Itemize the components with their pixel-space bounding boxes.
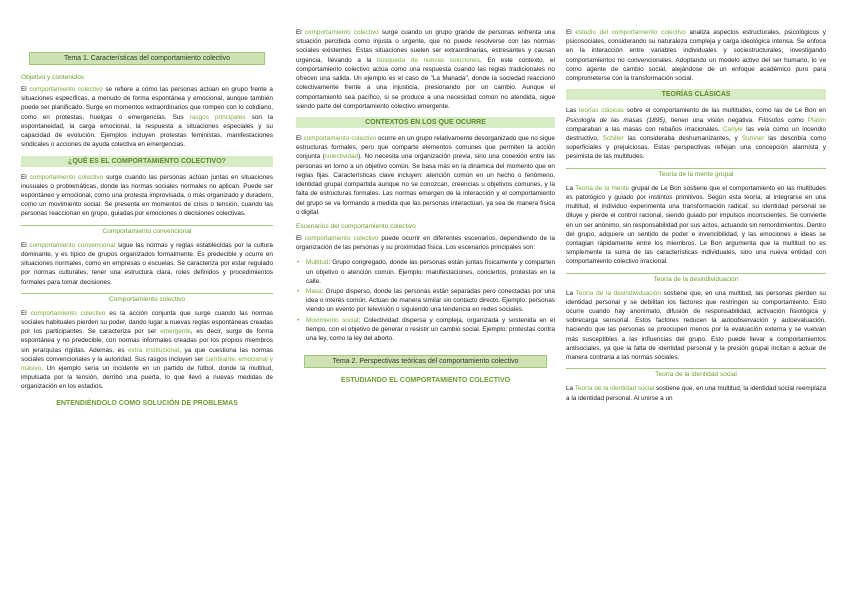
- colectivo-heading: Comportamiento colectivo: [21, 293, 273, 303]
- desindividuacion-heading: Teoría de la desindividuación: [566, 273, 826, 283]
- teorias-clasicas-heading: TEORÍAS CLÁSICAS: [566, 89, 826, 100]
- tema-2-heading: Tema 2. Perspectivas teóricas del comportamiento colectivo: [304, 355, 547, 368]
- estudiando-heading: ESTUDIANDO EL COMPORTAMIENTO COLECTIVO: [340, 377, 511, 385]
- escenarios-heading: Escenarios del comportamiento colectivo: [296, 222, 416, 230]
- contextos-heading: CONTEXTOS EN LOS QUE OCURRE: [296, 117, 555, 128]
- paragraph: El estudio del comportamiento colectivo analiza aspectos estructurales, psicológicos y psicosociales, considerando su naturaleza compleja y carga ideológica intensa. Se enfoca en la interacción entre variables individuales y sociestructurales, investigando comportamientos no convencionales. Adoptando un modelo activo del ser humano, lo ve como agente de cambio social, alejándose de un enfoque académico puro para comprometerse con la transformación social.: [566, 29, 827, 83]
- paragraph: El comportamiento convencional sigue las normas y reglas establecidas por la cultura dominante, y es típico de grupos organizados formalmente. Es predecible y ocurre en situaciones normales, como en empresas o escuelas. Se caracteriza por estar regulado por normas culturales, tener una estructura clara, roles definidos y procedimientos formales para tomar decisiones.: [21, 241, 273, 286]
- column-3: [566, 28, 826, 409]
- bullet-icon: •: [297, 259, 300, 267]
- objetivo-heading: Objetivo y contenidos: [21, 74, 85, 81]
- column-1: [21, 52, 273, 413]
- list-item: • Movimiento social: Colectividad dispersa y compleja, organizada y sostenida en el tiempo, con el objetivo de generar o resistir un cambio social. Ejemplo: protestas contra una ley, como la ley del aborto.: [297, 316, 555, 343]
- paragraph: El comportamiento colectivo es la acción conjunta que surge cuando las normas sociales habituales pierden su poder, dando lugar a nuevas reglas espontáneas creadas por los participantes. Se caracteriza por ser emergente, es decir, surge de forma espontánea y no predecible, con normas informales creadas por los propios miembros sin jerarquías rígidas. Además, es extra institucional, ya que cuestiona las normas sociales convencionales y la autoridad. Sus rasgos incluyen ser cambiante, emocional y masivo. Un ejemplo sería un incidente en un partido de fútbol, donde la multitud, impulsada por la tensión, derribó una puerta, lo que llevó a nuevas medidas de organización en los estadios.: [21, 309, 274, 391]
- column-2: [296, 28, 555, 390]
- list-item: • Multitud: Grupo congregado, donde las personas están juntas físicamente y comparten un objetivo o atención común. Ejemplo: manifestaciones, conciertos, protestas en la calle.: [297, 259, 555, 285]
- convencional-heading: Comportamiento convencional: [21, 225, 273, 235]
- paragraph: El comportamiento colectivo surge cuando un grupo grande de personas enfrenta una situación percibida como injusta o urgente, que no puede resolverse con las normas sociales existentes. Estas situaciones suelen ser extraordinarias, estresantes y causan urgencia, llevando a la búsqueda de nuevas soluciones. En este contexto, el comportamiento colectivo actúa como una respuesta cuando las reglas tradicionales no ofrecen una salida. Un ejemplo es el caso de "La Manada", donde la sociedad reaccionó colectivamente frente a una injusticia, presionando por un cambio. Aunque el comportamiento sea pacífico, si se produce a una necesidad común no atendida, sigue siendo parte del comportamiento colectivo emergente.: [296, 29, 556, 110]
- tema-1-heading: Tema 1. Características del comportamiento colectivo: [29, 52, 265, 65]
- bullet-icon: •: [297, 288, 300, 296]
- paragraph: La Teoría de la mente grupal de Le Bon sostiene que el comportamiento en las multitudes es patológico y guiado por instintos primitivos. Según esta teoría, al integrarse en una multitud, el individuo experimenta una transformación radical: su identidad personal se diluye y pierde el control racional, siendo guiado por impulsos inconscientes. Se convierte en un ser anónimo, sin responsabilidad por sus actos, actuando sin remordimientos. Dentro del grupo, adquiere un sentido de poder e invencibilidad, y las emociones e ideas se contagian rápidamente entre los miembros. Le Bon argumenta que la multitud no es simplemente la suma de las características individuales, sino una nueva entidad con comportamiento colectivo irracional.: [566, 184, 826, 266]
- paragraph: La Teoría de la desindividuación sostiene que, en una multitud, las personas pierden su identidad personal y se debilitan los factores que restringen su comportamiento. Esto ocurre cuando hay anonimato, difusión de responsabilidad, activación fisiológica y sobrecarga sensorial. Estos factores reducen la autoobservación y autoevaluación, haciendo que las personas se preocupen menos por la evaluación externa y se vuelvan más susceptibles a las influencias del grupo. Esto puede llevar a comportamientos antisociales, ya que la falta de identidad personal y la presión grupal incitan a actuar de manera contraria a las normas sociales.: [566, 289, 826, 362]
- paragraph: El comportamiento colectivo se refiere a cómo las personas actúan en grupo frente a situaciones específicas, a menudo de forma espontánea y emocional, aunque también puede ser planificado. Surge en momentos extraordinarios que rompen con lo cotidiano, como en protestas, huelgas o emergencias. Sus rasgos principales son la espontaneidad, la carga emocional, la respuesta a situaciones especiales y su capacidad de evolución. Ejemplos incluyen protestas feministas, manifestaciones sindicales o acciones de ayuda colectiva en emergencias.: [21, 86, 273, 149]
- paragraph: El comportamiento colectivo surge cuando las personas actúan juntas en situaciones inusuales o problemáticas, donde las normas sociales normales no aplican. Puede ser espontáneo y emocional, como una protesta improvisada, o más organizado y duradero, como un movimiento social. Se presenta en momentos de crisis o tensión, cuando las personas reaccionan en grupo, guiadas por emociones o decisiones colectivas.: [21, 173, 273, 218]
- bullet-icon: •: [297, 316, 300, 324]
- entendiendolo-heading: ENTENDIÉNDOLO COMO SOLUCIÓN DE PROBLEMAS: [56, 399, 238, 407]
- paragraph: La Teoría de la identidad social sostiene que, en una multitud, la identidad social reemplaza a la identidad personal. Al unirse a un: [566, 385, 826, 402]
- paragraph: El comportamiento colectivo puede ocurrir en diferentes escenarios, dependiendo de la organización de las personas y su proximidad física. Los escenarios principales son:: [296, 234, 555, 252]
- que-es-heading: ¿QUÉ ES EL COMPORTAMIENTO COLECTIVO?: [21, 156, 273, 167]
- paragraph: Las teorías clásicas sobre el comportamiento de las multitudes, como las de Le Bon en Psicología de las masas (1895), tienen una visión negativa. Filósofos como Platón comparaban a las masas con rebaños irracionales, Carlyle las veía como un incendio destructivo, Schiller las consideraba deshumanizantes, y Sumner las describía como superficiales y prejuiciosas. Estas perspectivas reflejan una concepción alarmista y pesimista de las multitudes.: [566, 107, 827, 161]
- paragraph: El comportamiento colectivo ocurre en un grupo relativamente desorganizado que no sigue estructuras formales, pero que comparte elementos comunes que permiten la acción conjunta (colectividad). No necesita una organización previa, sino una conexión entre las personas en torno a un objetivo común. Se basa más en la dinámica del momento que en reglas fijas. Características clave incluyen: atención común en un hecho o fenómeno, identidad grupal compartida aunque no se conozcan, creencias u objetivos comunes, y la falta de estructuras formales. Las normas emergen de la interacción y el comportamiento del grupo se va formando a medida que las personas interactúan, ya sea de manera física o digital.: [296, 134, 555, 216]
- scenario-list: [296, 258, 555, 343]
- list-item: • Masa: Grupo disperso, donde las personas están separadas pero conectadas por una idea o interés común. Actúan de manera similar sin contacto directo. Ejemplo: personas viendo un evento por televisión o siguiendo una tendencia en redes sociales.: [297, 288, 555, 314]
- identidad-social-heading: Teoría de la identidad social: [566, 368, 826, 378]
- mente-grupal-heading: Teoría de la mente grupal: [566, 168, 826, 178]
